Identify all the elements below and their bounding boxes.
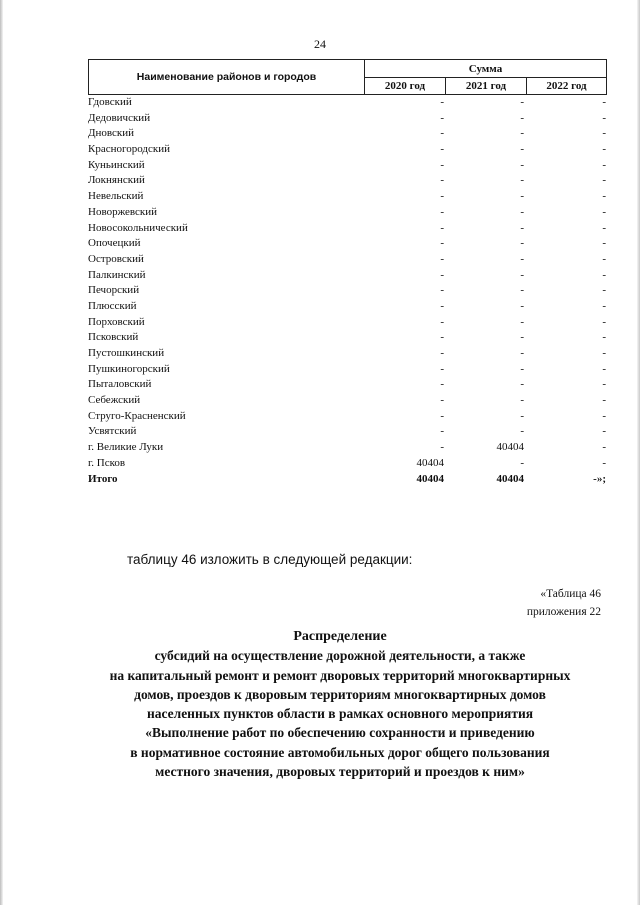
value-2020-cell: -: [440, 347, 444, 359]
value-2021-cell: -: [520, 394, 524, 407]
table-row: [88, 409, 607, 425]
value-2021-cell: -: [520, 190, 524, 203]
value-2020-cell: -: [440, 111, 444, 124]
page-number: 24: [314, 37, 326, 51]
district-name-cell: Палкинский: [88, 268, 146, 281]
value-2021-cell: -: [520, 315, 524, 328]
value-2020-cell: -: [440, 158, 444, 171]
value-2021-cell: -: [520, 347, 524, 359]
value-2022-cell: -: [602, 441, 606, 454]
value-2021-cell: -: [520, 456, 524, 469]
value-2021-cell: -: [520, 221, 524, 234]
district-name-cell: Струго-Красненский: [88, 409, 186, 422]
value-2021-cell: -: [520, 331, 524, 344]
value-2022-cell: -: [602, 378, 606, 391]
value-2022-cell: -: [602, 237, 606, 250]
district-name-cell: Псковский: [88, 331, 139, 344]
table-row: [88, 330, 607, 346]
table-row: [88, 236, 607, 252]
district-name-cell: Пушкиногорский: [88, 362, 170, 375]
table-row: [88, 377, 607, 393]
value-2022-cell: -: [602, 143, 606, 156]
district-name-cell: Куньинский: [88, 158, 145, 171]
table-row: [88, 158, 607, 174]
value-2020-cell: -: [440, 315, 444, 328]
table-row: [88, 126, 607, 142]
value-2022-cell: -: [602, 284, 606, 297]
district-name-cell: Порховский: [88, 315, 145, 328]
table-row: [88, 221, 607, 237]
table-row: [88, 299, 607, 315]
district-name-cell: Дновский: [88, 127, 135, 140]
total-2022-cell: -»;: [593, 472, 606, 485]
table-row: [88, 205, 607, 221]
table-row: [88, 283, 607, 299]
value-2020-cell: -: [440, 394, 444, 407]
value-2020-cell: -: [440, 143, 444, 156]
table-row: [88, 362, 607, 378]
value-2021-cell: -: [520, 127, 524, 140]
value-2022-cell: -: [602, 362, 606, 375]
table-reference: [527, 585, 601, 621]
value-2021-cell: -: [520, 425, 524, 438]
table-row: [88, 111, 607, 127]
district-name-cell: Локнянский: [88, 174, 145, 187]
district-name-cell: г. Псков: [88, 456, 126, 469]
value-2022-cell: -: [602, 331, 606, 344]
heading-line: местного значения, дворовых территорий и проездов к ним»: [155, 764, 525, 780]
header-year-2020: 2020 год: [365, 78, 446, 94]
total-2021-cell: 40404: [496, 472, 524, 485]
instruction-text: таблицу 46 изложить в следующей редакции:: [127, 552, 413, 567]
value-2022-cell: -: [602, 299, 606, 312]
value-2021-cell: -: [520, 111, 524, 124]
value-2022-cell: -: [602, 315, 606, 328]
value-2020-cell: -: [440, 378, 444, 391]
value-2021-cell: -: [520, 237, 524, 250]
district-name-cell: Пустошкинский: [88, 347, 165, 359]
table-row: [88, 173, 607, 189]
table-row: [88, 424, 607, 440]
district-name-cell: Опочецкий: [88, 237, 141, 250]
value-2020-cell: -: [440, 205, 444, 218]
value-2020-cell: -: [440, 268, 444, 281]
value-2021-cell: -: [520, 158, 524, 171]
value-2020-cell: -: [440, 190, 444, 203]
value-2021-cell: -: [520, 378, 524, 391]
value-2020-cell: -: [440, 221, 444, 234]
heading-line: субсидий на осуществление дорожной деятельности, а также: [154, 648, 526, 664]
value-2022-cell: -: [602, 111, 606, 124]
table-row: [88, 315, 607, 331]
value-2021-cell: -: [520, 174, 524, 187]
table-row: [88, 456, 607, 472]
subsidy-table: [88, 59, 607, 487]
table-row: [88, 142, 607, 158]
value-2020-cell: 40404: [416, 456, 444, 469]
value-2020-cell: -: [440, 299, 444, 312]
district-name-cell: г. Великие Луки: [88, 441, 164, 454]
value-2021-cell: -: [520, 284, 524, 297]
heading-line: населенных пунктов области в рамках основного мероприятия: [146, 706, 534, 722]
value-2020-cell: -: [440, 96, 444, 108]
value-2022-cell: -: [602, 409, 606, 422]
heading-line: «Выполнение работ по обеспечению сохранности и приведению: [145, 725, 535, 741]
value-2022-cell: -: [602, 205, 606, 218]
value-2021-cell: -: [520, 252, 524, 265]
value-2021-cell: -: [520, 299, 524, 312]
table-row: [88, 189, 607, 205]
district-name-cell: Новоржевский: [88, 205, 158, 218]
value-2022-cell: -: [602, 158, 606, 171]
value-2022-cell: -: [602, 347, 606, 359]
table-row: [88, 268, 607, 284]
value-2020-cell: -: [440, 441, 444, 454]
value-2020-cell: -: [440, 284, 444, 297]
value-2021-cell: -: [520, 205, 524, 218]
district-name-cell: Гдовский: [88, 96, 132, 108]
district-name-cell: Красногородский: [88, 143, 171, 156]
value-2022-cell: -: [602, 394, 606, 407]
total-row: [88, 472, 607, 488]
value-2020-cell: -: [440, 425, 444, 438]
header-year-2022: 2022 год: [546, 80, 587, 92]
value-2020-cell: -: [440, 362, 444, 375]
district-name-cell: Печорский: [88, 284, 140, 297]
header-district-name: Наименование районов и городов: [89, 60, 365, 94]
header-sum: Сумма: [365, 60, 606, 78]
district-name-cell: Новосокольнический: [88, 221, 188, 234]
heading-line: домов, проездов к дворовым территориям многоквартирных домов: [134, 686, 546, 702]
total-label: Итого: [88, 472, 118, 485]
value-2022-cell: -: [602, 127, 606, 140]
value-2021-cell: -: [520, 409, 524, 422]
district-name-cell: Невельский: [88, 190, 144, 203]
value-2020-cell: -: [440, 252, 444, 265]
table-body: [88, 95, 607, 487]
table-row: [88, 440, 607, 456]
district-name-cell: Пыталовский: [88, 378, 152, 391]
scan-edge-left: [0, 0, 3, 905]
table-row: [88, 346, 607, 362]
distribution-heading: [60, 627, 620, 781]
value-2021-cell: 40404: [496, 441, 524, 454]
district-name-cell: Островский: [88, 252, 144, 265]
table-row: [88, 95, 607, 111]
value-2021-cell: -: [520, 268, 524, 281]
total-2020-cell: 40404: [416, 472, 444, 485]
value-2020-cell: -: [440, 237, 444, 250]
value-2021-cell: -: [520, 143, 524, 156]
value-2022-cell: -: [602, 96, 606, 108]
district-name-cell: Усвятский: [88, 425, 137, 438]
value-2020-cell: -: [440, 331, 444, 344]
heading-line: на капитальный ремонт и ремонт дворовых территорий многоквартирных: [109, 667, 571, 683]
table-reference-line2: приложения 22: [526, 606, 601, 618]
table-row: [88, 393, 607, 409]
table-reference-line1: «Таблица 46: [540, 588, 601, 600]
value-2021-cell: -: [520, 362, 524, 375]
value-2020-cell: -: [440, 409, 444, 422]
value-2022-cell: -: [602, 252, 606, 265]
district-name-cell: Дедовичский: [88, 111, 151, 124]
table-row: [88, 252, 607, 268]
value-2022-cell: -: [602, 221, 606, 234]
value-2022-cell: -: [602, 456, 606, 469]
heading-line: в нормативное состояние автомобильных дорог общего пользования: [130, 744, 550, 760]
value-2022-cell: -: [602, 425, 606, 438]
value-2021-cell: -: [520, 96, 524, 108]
heading-title: Распределение: [293, 629, 387, 644]
value-2022-cell: -: [602, 268, 606, 281]
district-name-cell: Плюсский: [88, 299, 137, 312]
table-header: [88, 59, 607, 95]
value-2020-cell: -: [440, 174, 444, 187]
district-name-cell: Себежский: [88, 394, 141, 407]
value-2020-cell: -: [440, 127, 444, 140]
value-2022-cell: -: [602, 190, 606, 203]
value-2022-cell: -: [602, 174, 606, 187]
header-year-2021: 2021 год: [446, 78, 527, 94]
